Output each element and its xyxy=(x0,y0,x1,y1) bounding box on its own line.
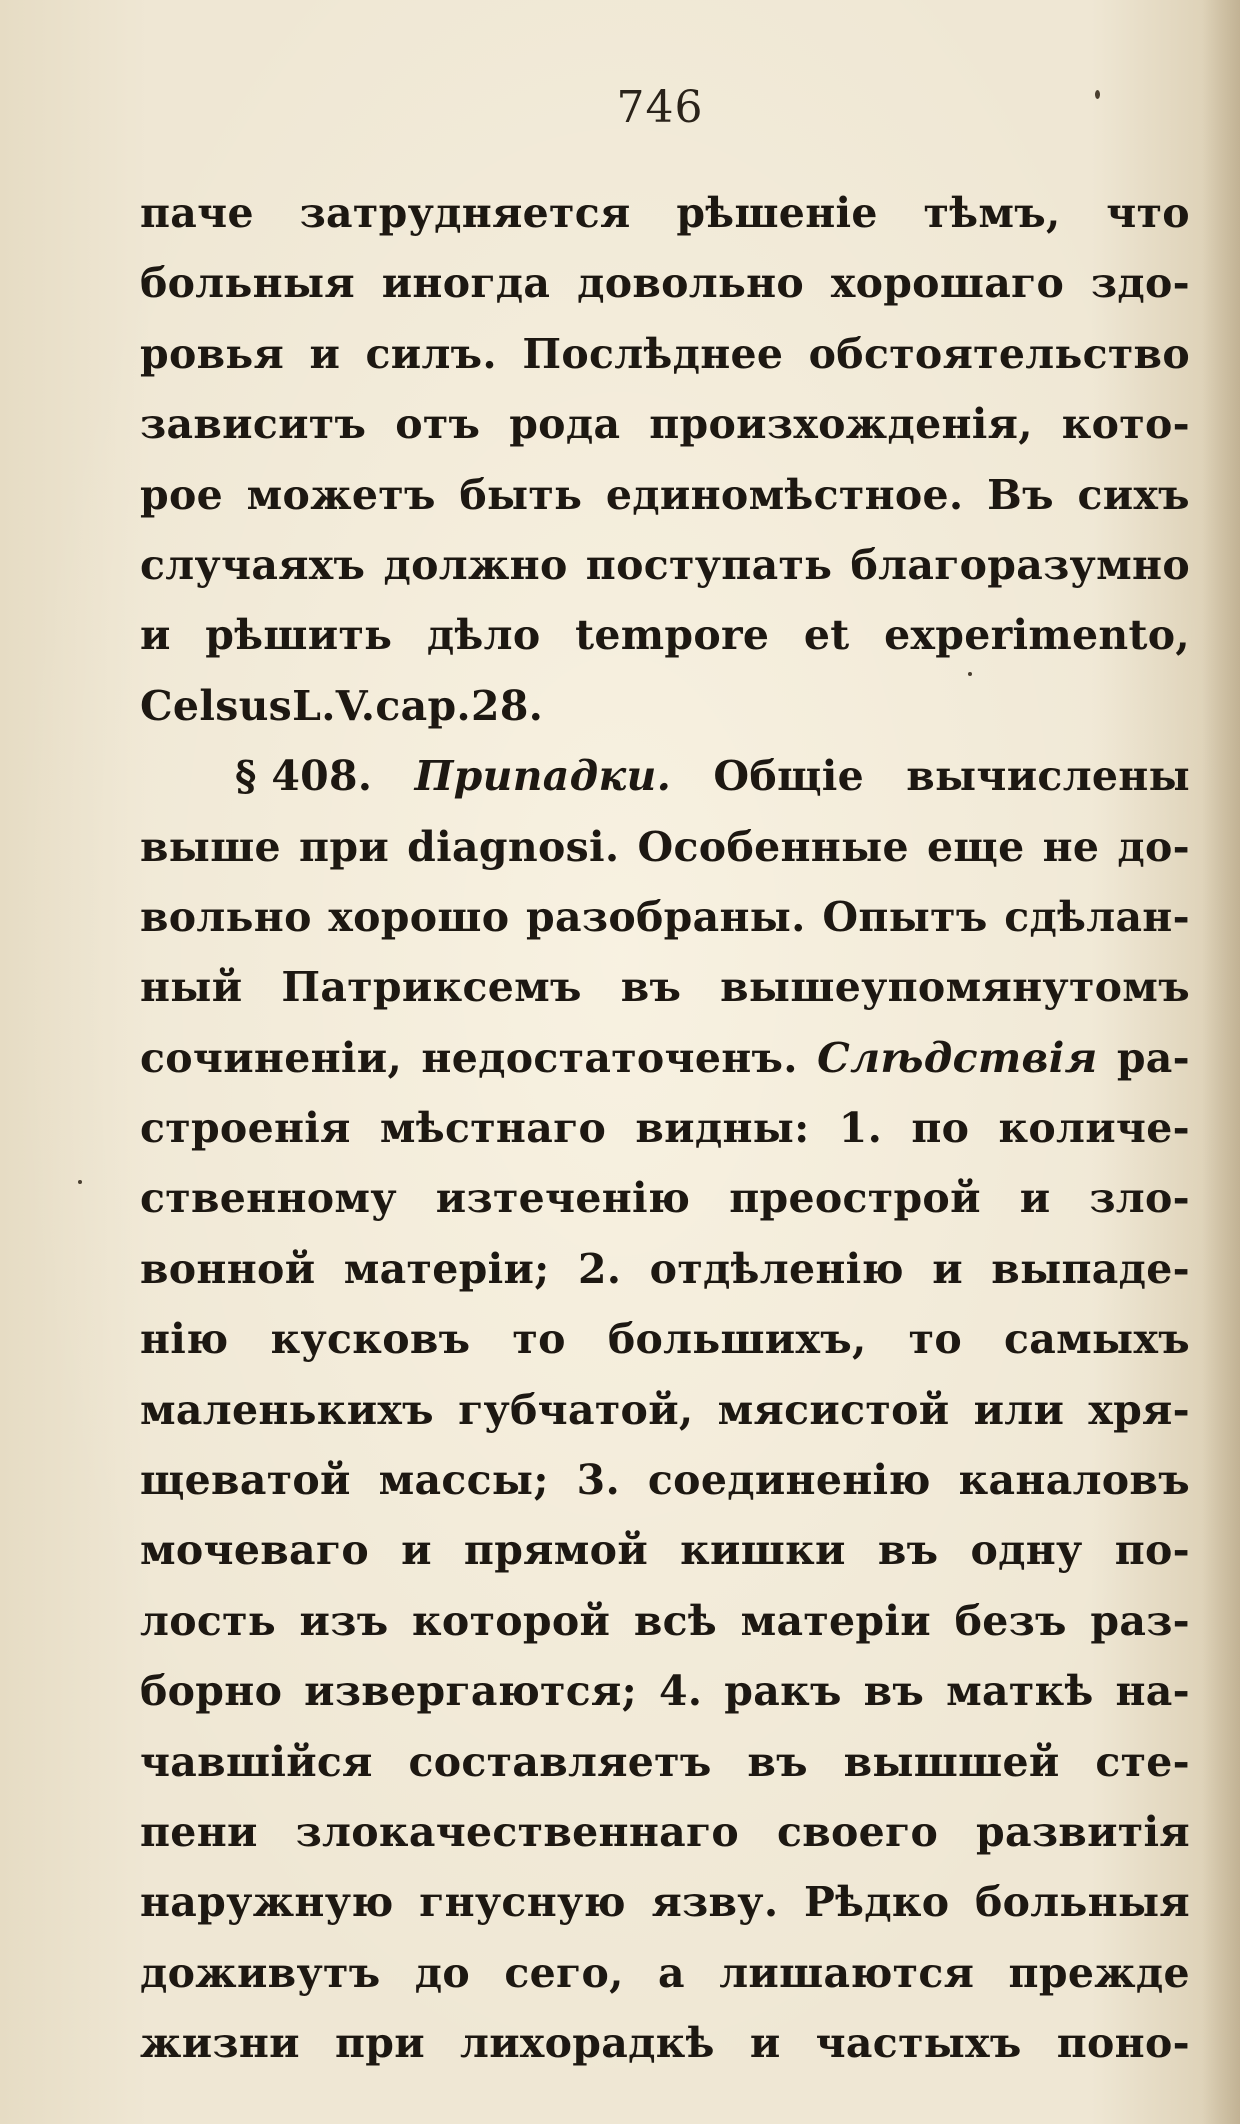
word: поно- xyxy=(1056,2019,1190,2068)
word: до xyxy=(414,1948,471,1997)
word: Патриксемъ xyxy=(281,963,582,1012)
word: при xyxy=(334,2019,425,2068)
word: губчатой, xyxy=(458,1385,694,1434)
word: по- xyxy=(1114,1526,1190,1575)
word: хря- xyxy=(1088,1385,1190,1434)
word: единомѣстное. xyxy=(605,470,964,519)
word: что xyxy=(1106,189,1190,237)
word: 1. xyxy=(838,1104,883,1153)
word: рѣшить xyxy=(205,611,393,660)
word: маленькихъ xyxy=(140,1385,434,1434)
word: и xyxy=(749,2019,781,2068)
word: количе- xyxy=(998,1104,1190,1153)
word: ственному xyxy=(140,1174,397,1223)
word: большихъ, xyxy=(607,1315,867,1364)
word: вычислены xyxy=(906,752,1190,801)
word: хорошо xyxy=(328,892,510,941)
word: то xyxy=(512,1315,566,1364)
word: 3. xyxy=(576,1456,621,1505)
word: кусковъ xyxy=(270,1315,471,1364)
word: и xyxy=(309,329,341,378)
word: наружную xyxy=(140,1878,394,1927)
page-number: 746 xyxy=(616,82,704,133)
word: злокачественнаго xyxy=(295,1807,740,1856)
word: tempore xyxy=(575,611,770,660)
word: выше xyxy=(140,822,281,871)
word: отдѣленію xyxy=(649,1244,904,1293)
text-line xyxy=(140,460,1190,530)
word: преострой xyxy=(729,1174,981,1223)
page-edge-shadow xyxy=(1202,0,1240,2124)
text-line xyxy=(140,178,1190,248)
word: et xyxy=(803,611,850,660)
word: на- xyxy=(1115,1667,1190,1716)
word: ра- xyxy=(1116,1033,1190,1082)
word: сихъ xyxy=(1077,470,1190,519)
word: матеріи; xyxy=(343,1244,550,1293)
word: зависитъ xyxy=(140,400,367,449)
text-line xyxy=(140,1163,1190,1233)
word: кишки xyxy=(680,1526,846,1575)
word: до- xyxy=(1117,822,1190,871)
word: каналовъ xyxy=(958,1456,1190,1505)
word: самыхъ xyxy=(1004,1315,1190,1364)
word: видны: xyxy=(635,1104,810,1153)
word: cap. xyxy=(375,681,471,730)
text-line xyxy=(140,389,1190,459)
word: 28. xyxy=(471,681,544,730)
word: строенія xyxy=(140,1104,351,1153)
word: должно xyxy=(383,540,568,589)
word: больныя xyxy=(140,259,355,308)
word: довольно xyxy=(577,259,805,308)
word: соединенію xyxy=(647,1456,931,1505)
word: мѣстнаго xyxy=(379,1104,607,1153)
word: составляетъ xyxy=(408,1737,712,1786)
word: experimento, xyxy=(884,611,1190,660)
word: больныя xyxy=(975,1878,1190,1927)
word: въ xyxy=(877,1526,939,1575)
word: еще xyxy=(927,822,1025,871)
word: выпаде- xyxy=(991,1244,1190,1293)
word: то xyxy=(908,1315,962,1364)
word: массы; xyxy=(378,1456,549,1505)
word: лость xyxy=(140,1596,276,1645)
word: гнусную xyxy=(419,1878,626,1927)
word: раз- xyxy=(1090,1596,1190,1645)
body-text xyxy=(140,178,1190,2079)
word: зло- xyxy=(1089,1174,1190,1223)
text-line xyxy=(140,1375,1190,1445)
text-line xyxy=(140,1727,1190,1797)
text-line xyxy=(140,1304,1190,1374)
word: разобраны. xyxy=(526,892,806,941)
word: развитія xyxy=(976,1807,1190,1856)
word: извергаются; xyxy=(304,1667,638,1716)
text-line xyxy=(140,530,1190,600)
text-line xyxy=(140,600,1190,670)
text-line xyxy=(140,882,1190,952)
word: всѣ xyxy=(633,1596,717,1645)
word: маткѣ xyxy=(946,1667,1094,1716)
word: Celsus xyxy=(140,681,293,730)
word: можетъ xyxy=(246,470,436,519)
text-line xyxy=(140,1586,1190,1656)
word: одну xyxy=(970,1526,1083,1575)
text-line xyxy=(140,319,1190,389)
word: и xyxy=(1019,1174,1051,1223)
word: сте- xyxy=(1095,1737,1190,1786)
word: своего xyxy=(776,1807,939,1856)
word: не xyxy=(1042,822,1100,871)
word: чавшійся xyxy=(140,1737,373,1786)
word: сего, xyxy=(504,1948,624,1997)
word: сочиненіи, xyxy=(140,1033,403,1082)
word: благоразумно xyxy=(850,540,1190,589)
text-line xyxy=(140,1938,1190,2008)
word: и xyxy=(932,1244,963,1293)
word: прежде xyxy=(1008,1948,1190,1997)
word: Общіе xyxy=(713,752,865,801)
word: лихорадкѣ xyxy=(460,2019,715,2068)
word: которой xyxy=(412,1596,611,1645)
word: и xyxy=(140,611,171,660)
word: язву. xyxy=(651,1878,779,1927)
word: вышшей xyxy=(843,1737,1060,1786)
word: при xyxy=(299,822,390,871)
word: недостаточенъ. xyxy=(421,1033,798,1082)
word: борно xyxy=(140,1667,283,1716)
ink-speck xyxy=(968,672,972,676)
word: или xyxy=(973,1385,1065,1434)
word: мясистой xyxy=(717,1385,950,1434)
ink-speck xyxy=(1095,90,1100,99)
ink-speck xyxy=(78,1180,82,1184)
word: изъ xyxy=(299,1596,389,1645)
word: паче xyxy=(140,189,254,237)
word: § 408. xyxy=(235,752,373,801)
word: иногда xyxy=(381,259,551,308)
word: жизни xyxy=(140,2019,300,2068)
text-line xyxy=(140,812,1190,882)
word: Слѣдствія xyxy=(817,1033,1098,1082)
word: въ xyxy=(747,1737,808,1786)
word: произхожденія, xyxy=(649,400,1033,449)
text-line xyxy=(140,1445,1190,1515)
word: быть xyxy=(459,470,583,519)
word: вонной xyxy=(140,1244,316,1293)
word: сдѣлан- xyxy=(1004,892,1190,941)
word: V. xyxy=(335,681,376,730)
word: хорошаго xyxy=(830,259,1065,308)
word: по xyxy=(911,1104,970,1153)
text-line xyxy=(140,2008,1190,2078)
word: мочеваго xyxy=(140,1526,369,1575)
text-line xyxy=(140,671,1190,741)
word: кото- xyxy=(1061,400,1190,449)
word: щеватой xyxy=(140,1456,351,1505)
word: Въ xyxy=(987,470,1054,519)
word: случаяхъ xyxy=(140,540,366,589)
word: L. xyxy=(292,681,336,730)
text-line xyxy=(140,741,1190,811)
word: ный xyxy=(140,963,243,1012)
word: Опытъ xyxy=(822,892,988,941)
word: Особенные xyxy=(637,822,909,871)
word: нію xyxy=(140,1315,229,1364)
text-line xyxy=(140,1656,1190,1726)
word: а xyxy=(658,1948,685,1997)
word: затрудняется xyxy=(299,189,631,237)
word: изтеченію xyxy=(435,1174,691,1223)
text-line xyxy=(140,952,1190,1022)
text-line xyxy=(140,248,1190,318)
word: diagnosi. xyxy=(407,822,620,871)
word: 2. xyxy=(577,1244,622,1293)
word: тѣмъ, xyxy=(923,189,1061,237)
word: рода xyxy=(509,400,621,449)
word: матеріи xyxy=(740,1596,931,1645)
word: пени xyxy=(140,1807,258,1856)
word: лишаются xyxy=(719,1948,975,1997)
word: 4. xyxy=(658,1667,703,1716)
word: здо- xyxy=(1090,259,1190,308)
word: въ xyxy=(863,1667,925,1716)
word: Послѣднее xyxy=(522,329,784,378)
text-line xyxy=(140,1093,1190,1163)
word: Рѣдко xyxy=(804,1878,950,1927)
word: частыхъ xyxy=(815,2019,1022,2068)
word: обстоятельство xyxy=(808,329,1190,378)
word: поступать xyxy=(585,540,833,589)
word: безъ xyxy=(954,1596,1067,1645)
word: дѣло xyxy=(426,611,541,660)
word: силъ. xyxy=(365,329,498,378)
word: прямой xyxy=(463,1526,649,1575)
word: рое xyxy=(140,470,224,519)
word: и xyxy=(401,1526,432,1575)
text-line xyxy=(140,1797,1190,1867)
text-line xyxy=(140,1515,1190,1585)
word: Припадки. xyxy=(414,752,672,801)
word: рѣшеніе xyxy=(676,189,878,237)
word: ровья xyxy=(140,329,285,378)
word: ракъ xyxy=(724,1667,842,1716)
word: вышеупомянутомъ xyxy=(720,963,1190,1012)
word: доживутъ xyxy=(140,1948,381,1997)
text-line xyxy=(140,1023,1190,1093)
text-line xyxy=(140,1234,1190,1304)
text-line xyxy=(140,1867,1190,1937)
word: отъ xyxy=(395,400,481,449)
word: въ xyxy=(620,963,682,1012)
word: вольно xyxy=(140,892,312,941)
